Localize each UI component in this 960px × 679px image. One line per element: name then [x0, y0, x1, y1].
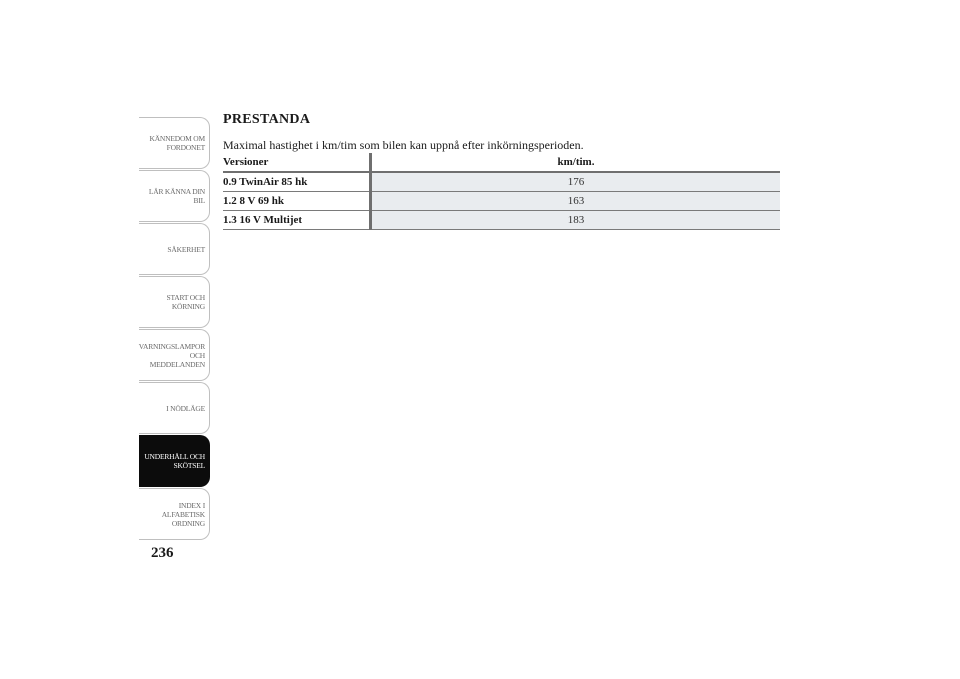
performance-table [223, 153, 780, 230]
page-number: 236 [151, 545, 174, 561]
row-speed: 176 [371, 172, 781, 192]
table-row [223, 211, 780, 230]
tab-varningslampor-och-meddelanden[interactable]: VARNINGSLAMPOR OCH MEDDELANDEN [139, 329, 210, 381]
tab-underhall-och-skotsel[interactable]: UNDERHÅLL OCH SKÖTSEL [139, 435, 210, 487]
section-intro: Maximal hastighet i km/tim som bilen kan uppnå efter inkörningsperioden. [223, 138, 584, 152]
header-versions: Versioner [223, 153, 371, 172]
row-version: 0.9 TwinAir 85 hk [223, 172, 371, 192]
table-row [223, 192, 780, 211]
tab-kannedom-om-fordonet[interactable]: KÄNNEDOM OM FORDONET [139, 117, 210, 169]
table-header-row [223, 153, 780, 172]
tab-index-i-alfabetisk-ordning[interactable]: INDEX I ALFABETISK ORDNING [139, 488, 210, 540]
row-speed: 163 [371, 192, 781, 211]
table-row [223, 172, 780, 192]
header-speed: km/tim. [371, 153, 781, 172]
row-version: 1.2 8 V 69 hk [223, 192, 371, 211]
tab-i-nodlage[interactable]: I NÖDLÄGE [139, 382, 210, 434]
tab-lar-kanna-din-bil[interactable]: LÄR KÄNNA DIN BIL [139, 170, 210, 222]
tab-sakerhet[interactable]: SÄKERHET [139, 223, 210, 275]
tab-start-och-korning[interactable]: START OCH KÖRNING [139, 276, 210, 328]
row-version: 1.3 16 V Multijet [223, 211, 371, 230]
section-title: PRESTANDA [223, 112, 311, 127]
row-speed: 183 [371, 211, 781, 230]
